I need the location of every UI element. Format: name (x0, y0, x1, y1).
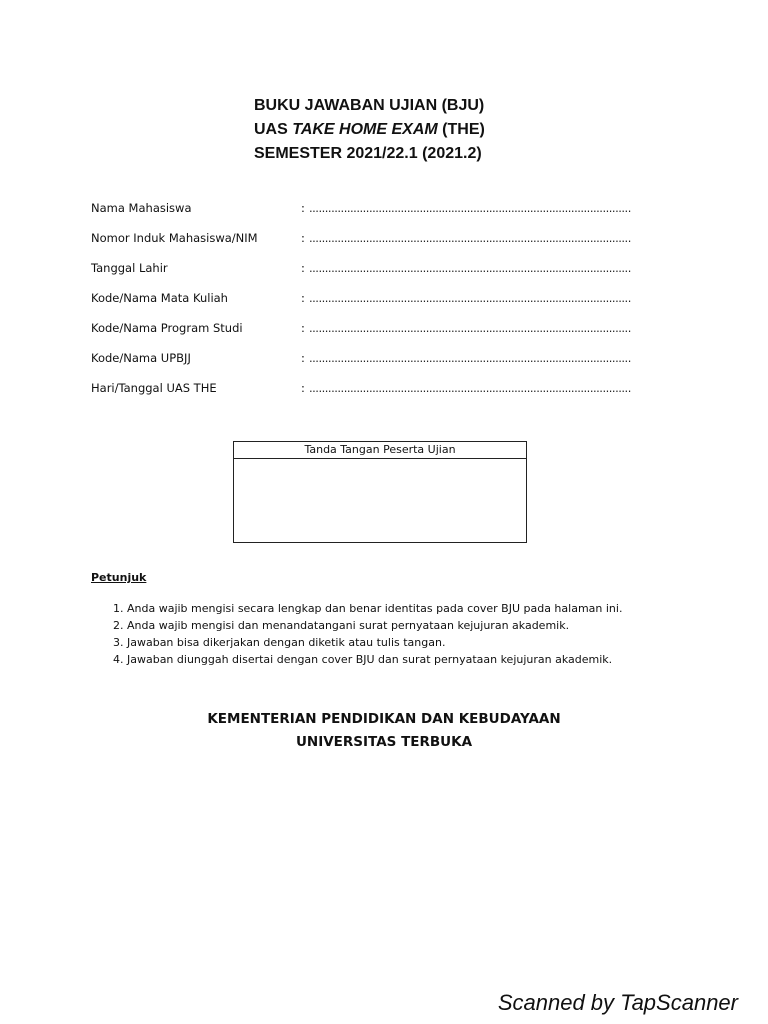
field-label: Hari/Tanggal UAS THE (91, 381, 217, 395)
field-fill-line: ...................................................................................................... (309, 381, 631, 395)
field-fill-line: ...................................................................................................... (309, 201, 631, 215)
field-colon: : (301, 201, 305, 215)
field-fill-line: ...................................................................................................... (309, 351, 631, 365)
title-line-3: SEMESTER 2021/22.1 (2021.2) (254, 145, 482, 162)
title-line-2-suffix: (THE) (442, 121, 485, 138)
instructions-title: Petunjuk (91, 571, 147, 584)
instruction-item: 4. Jawaban diunggah disertai dengan cover BJU dan surat pernyataan kejujuran akademik. (113, 653, 613, 666)
field-label: Kode/Nama UPBJJ (91, 351, 191, 365)
title-line-1: BUKU JAWABAN UJIAN (BJU) (254, 97, 485, 114)
scanner-watermark: Scanned by TapScanner (497, 990, 738, 1015)
title-line-2 (254, 118, 514, 142)
field-label: Tanggal Lahir (91, 261, 168, 275)
field-colon: : (301, 291, 305, 305)
title-line-2-italic: TAKE HOME EXAM (292, 121, 438, 138)
field-nim (91, 229, 651, 259)
identity-fields (91, 199, 651, 409)
field-label: Kode/Nama Program Studi (91, 321, 243, 335)
field-label: Kode/Nama Mata Kuliah (91, 291, 228, 305)
field-colon: : (301, 381, 305, 395)
field-label: Nomor Induk Mahasiswa/NIM (91, 231, 258, 245)
field-fill-line: ...................................................................................................... (309, 291, 631, 305)
instruction-item: 2. Anda wajib mengisi dan menandatangani surat pernyataan kejujuran akademik. (113, 619, 570, 632)
signature-area (234, 459, 526, 542)
title-line-2-prefix: UAS (254, 121, 288, 138)
field-fill-line: ...................................................................................................... (309, 261, 631, 275)
instructions-section (91, 570, 651, 668)
field-colon: : (301, 321, 305, 335)
field-colon: : (301, 261, 305, 275)
field-upbjj (91, 349, 651, 379)
field-fill-line: ...................................................................................................... (309, 321, 631, 335)
document-title (0, 94, 768, 166)
instruction-item: 3. Jawaban bisa dikerjakan dengan diketik atau tulis tangan. (113, 636, 446, 649)
instructions-list (91, 600, 651, 668)
university-name: UNIVERSITAS TERBUKA (295, 734, 473, 750)
instruction-item: 1. Anda wajib mengisi secara lengkap dan benar identitas pada cover BJU pada halaman ini. (113, 602, 623, 615)
field-hari-tanggal-uas (91, 379, 651, 409)
signature-box (233, 441, 527, 543)
field-program-studi (91, 319, 651, 349)
ministry-name: KEMENTERIAN PENDIDIKAN DAN KEBUDAYAAN (207, 711, 561, 727)
field-nama-mahasiswa (91, 199, 651, 229)
signature-label: Tanda Tangan Peserta Ujian (234, 442, 526, 459)
field-colon: : (301, 231, 305, 245)
institution-block (0, 708, 768, 754)
field-fill-line: ...................................................................................................... (309, 231, 631, 245)
field-tanggal-lahir (91, 259, 651, 289)
field-label: Nama Mahasiswa (91, 201, 192, 215)
field-mata-kuliah (91, 289, 651, 319)
field-colon: : (301, 351, 305, 365)
